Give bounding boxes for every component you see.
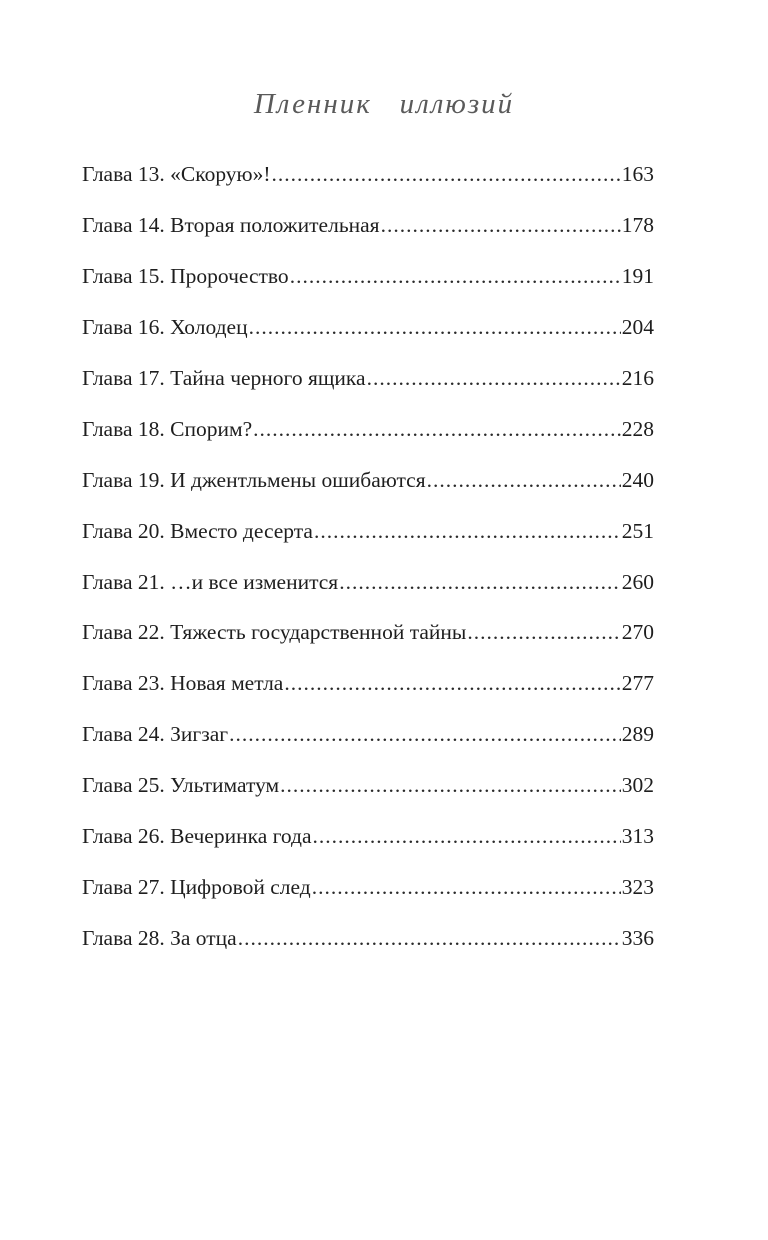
dot-leader xyxy=(238,918,621,958)
dot-leader xyxy=(339,562,621,602)
toc-entry-title: Глава 19. И джентльмены ошибаются xyxy=(82,467,426,492)
toc-entry-title: Глава 13. «Скорую»! xyxy=(82,162,271,186)
toc-entry-title: Глава 14. Вторая положительная xyxy=(82,212,380,237)
toc-entry-page: 228 xyxy=(621,416,654,441)
toc-entry xyxy=(82,816,654,867)
toc-entry-title: Глава 26. Вечеринка года xyxy=(82,824,312,849)
toc-entry-title: Глава 25. Ультиматум xyxy=(82,773,280,798)
toc-entry-page: 313 xyxy=(621,824,654,849)
toc-entry-title: Глава 22. Тяжесть государственной тайны xyxy=(82,620,467,645)
toc-entry xyxy=(82,358,654,409)
toc-entry-title: Глава 21. …и все изменится xyxy=(82,569,339,594)
dot-leader xyxy=(284,663,620,703)
toc-entry-page: 204 xyxy=(621,314,654,339)
toc-entry xyxy=(82,663,654,714)
toc-entry xyxy=(82,307,654,358)
table-of-contents xyxy=(82,154,654,969)
toc-entry-page: 251 xyxy=(621,518,654,543)
toc-entry xyxy=(82,460,654,511)
toc-entry xyxy=(82,765,654,816)
toc-entry xyxy=(82,409,654,460)
toc-entry xyxy=(82,205,654,256)
dot-leader xyxy=(249,307,621,347)
toc-entry-title: Глава 15. Пророчество xyxy=(82,263,289,288)
toc-entry-page: 289 xyxy=(621,722,654,747)
dot-leader xyxy=(427,460,621,500)
toc-entry-page: 260 xyxy=(621,569,654,594)
dot-leader xyxy=(314,511,621,551)
dot-leader xyxy=(280,765,621,805)
toc-entry-page: 216 xyxy=(621,365,654,390)
toc-entry-title: Глава 23. Новая метла xyxy=(82,671,284,696)
toc-entry xyxy=(82,714,654,765)
toc-entry-title: Глава 28. За отца xyxy=(82,926,237,951)
toc-entry xyxy=(82,918,654,969)
toc-entry-title: Глава 18. Спорим? xyxy=(82,416,253,441)
dot-leader xyxy=(312,867,621,907)
dot-leader xyxy=(229,714,621,754)
toc-entry-page: 323 xyxy=(621,875,654,900)
toc-entry xyxy=(82,256,654,307)
toc-entry-page: 240 xyxy=(621,467,654,492)
toc-entry-page: 302 xyxy=(621,773,654,798)
toc-entry xyxy=(82,867,654,918)
toc-entry-title: Глава 24. Зигзаг xyxy=(82,722,229,747)
toc-entry-page: 270 xyxy=(621,620,654,645)
toc-entry xyxy=(82,511,654,562)
toc-entry-page: 178 xyxy=(621,212,654,237)
toc-entry-title: Глава 20. Вместо десерта xyxy=(82,518,313,543)
toc-entry-page: 277 xyxy=(621,671,654,696)
dot-leader xyxy=(290,256,621,296)
toc-entry-page: 191 xyxy=(621,263,654,288)
running-head-title: Пленник иллюзий xyxy=(253,88,515,120)
toc-entry-page: 163 xyxy=(621,162,654,186)
dot-leader xyxy=(367,358,621,398)
dot-leader xyxy=(467,612,620,652)
dot-leader xyxy=(272,154,621,194)
dot-leader xyxy=(313,816,621,856)
toc-entry-title: Глава 16. Холодец xyxy=(82,314,248,339)
toc-entry xyxy=(82,562,654,613)
dot-leader xyxy=(253,409,621,449)
toc-entry-title: Глава 17. Тайна черного ящика xyxy=(82,365,366,390)
toc-entry-title: Глава 27. Цифровой след xyxy=(82,875,311,900)
toc-entry-page: 336 xyxy=(621,926,654,951)
toc-entry xyxy=(82,612,654,663)
dot-leader xyxy=(381,205,621,245)
toc-entry xyxy=(82,154,654,205)
